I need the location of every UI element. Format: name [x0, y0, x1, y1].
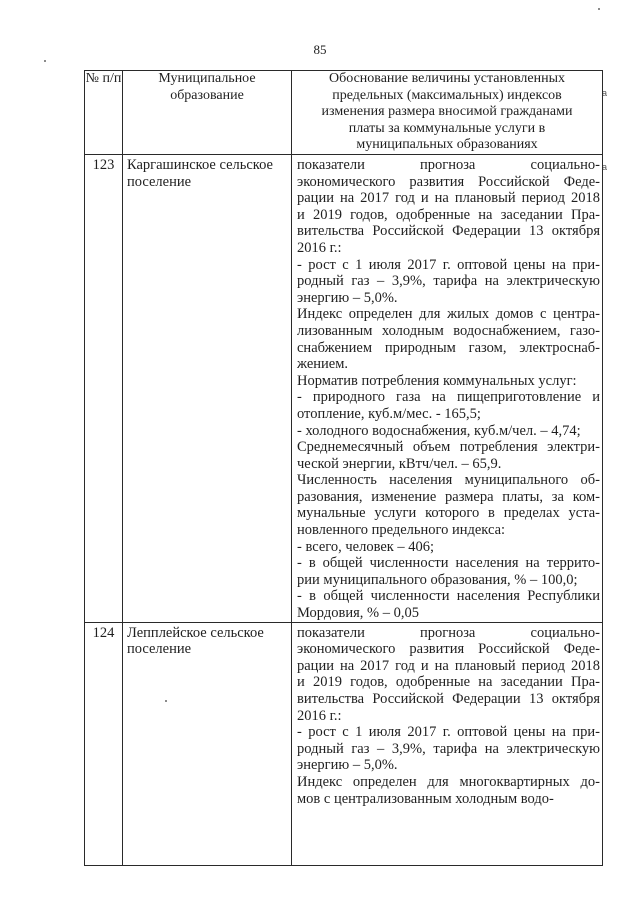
header-municipality-cell — [123, 71, 292, 155]
header-justification-cell — [292, 71, 603, 155]
justification-line: - в общей численности населения на террито- — [297, 555, 600, 572]
justification-line: - в общей численности населения Республики — [297, 588, 600, 605]
justification-line: и 2019 годов, одобренные на заседании Пра- — [297, 206, 600, 223]
justification-line: вительства Российской Федерации 13 октября — [297, 223, 600, 240]
header-number-cell — [85, 71, 123, 155]
justification-line: 2016 г.: — [297, 239, 342, 256]
justification-text — [292, 155, 603, 623]
justification-line: рации на 2017 год и на плановый период 2018 — [297, 657, 600, 674]
justification-line: показатели прогноза социально- — [297, 624, 600, 641]
justification-line: отопление, куб.м/мес. - 165,5; — [297, 405, 481, 422]
justification-line: жением. — [297, 356, 349, 373]
justification-line: мов с централизованным холодным водо- — [297, 790, 554, 807]
justification-line: вительства Российской Федерации 13 октября — [297, 691, 600, 707]
scan-mark: a — [602, 88, 608, 98]
justification-line: 2016 г.: — [297, 707, 342, 724]
header-municipality: Муниципальное образование — [158, 71, 256, 103]
justification-line: - рост с 1 июля 2017 г. оптовой цены на при- — [297, 724, 600, 741]
scan-mark: a — [602, 162, 608, 172]
justification-line: Мордовия, % – 0,05 — [297, 605, 419, 622]
justification-line: - природного газа на пищеприготовление и — [297, 389, 600, 406]
justification-lines — [297, 157, 600, 622]
justification-line: ческой энергии, кВтч/чел. – 65,9. — [297, 455, 502, 472]
justification-line: энергию – 5,0%. — [297, 757, 398, 774]
justification-line: новленного предельного индекса: — [297, 522, 506, 539]
justification-line: Индекс определен для многоквартирных до- — [297, 773, 600, 790]
justification-line: снабжением природным газом, электроснаб- — [297, 339, 600, 356]
row-number: 124 — [85, 622, 123, 865]
row-number: 123 — [85, 155, 123, 623]
table-row — [85, 155, 603, 623]
justification-line: лизованным холодным водоснабжением, газо- — [297, 322, 600, 339]
justification-line: показатели прогноза социально- — [297, 157, 600, 173]
justification-line: Индекс определен для жилых домов с центра- — [297, 306, 600, 323]
municipality-name: Каргашинское сельское поселение — [123, 155, 292, 623]
justification-line: - рост с 1 июля 2017 г. оптовой цены на при- — [297, 256, 600, 273]
justification-text — [292, 622, 603, 865]
justification-line: Норматив потребления коммунальных услуг: — [297, 372, 577, 389]
justification-line: экономического развития Российской Феде- — [297, 173, 600, 190]
table-row — [85, 622, 603, 865]
justification-lines — [297, 625, 600, 808]
justification-line: рации на 2017 год и на плановый период 2018 — [297, 190, 600, 207]
justification-line: и 2019 годов, одобренные на заседании Пра- — [297, 674, 600, 691]
justification-line: - всего, человек – 406; — [297, 538, 435, 555]
header-number: № п/п — [85, 71, 122, 86]
justification-line: - холодного водоснабжения, куб.м/чел. – 4,74; — [297, 422, 581, 439]
justification-line: Среднемесячный объем потребления электри- — [297, 439, 600, 456]
justification-line: Численность населения муниципального об- — [297, 472, 600, 489]
scan-speck — [598, 8, 600, 10]
justification-line: родный газ – 3,9%, тарифа на электрическую — [297, 273, 600, 290]
justification-line: разования, изменение размера платы, за ком- — [297, 488, 600, 505]
justification-line: экономического развития Российской Феде- — [297, 641, 600, 658]
municipality-name: Лепплейское сельское поселение — [123, 622, 292, 865]
data-table — [84, 70, 603, 866]
page-number: 85 — [313, 42, 327, 57]
header-justification: Обоснование величины установленных предельных (максимальных) индексов изменения размера вносимой гражданами платы за коммунальные услуги в муниципальных образованиях — [321, 71, 573, 152]
justification-line: родный газ – 3,9%, тарифа на электрическую — [297, 740, 600, 757]
scan-speck — [44, 60, 46, 62]
justification-line: энергию – 5,0%. — [297, 289, 398, 306]
justification-line: рии муниципального образования, % – 100,0; — [297, 571, 578, 588]
table-header-row — [85, 71, 603, 155]
justification-line: мунальные услуги которого в пределах уста- — [297, 505, 600, 522]
